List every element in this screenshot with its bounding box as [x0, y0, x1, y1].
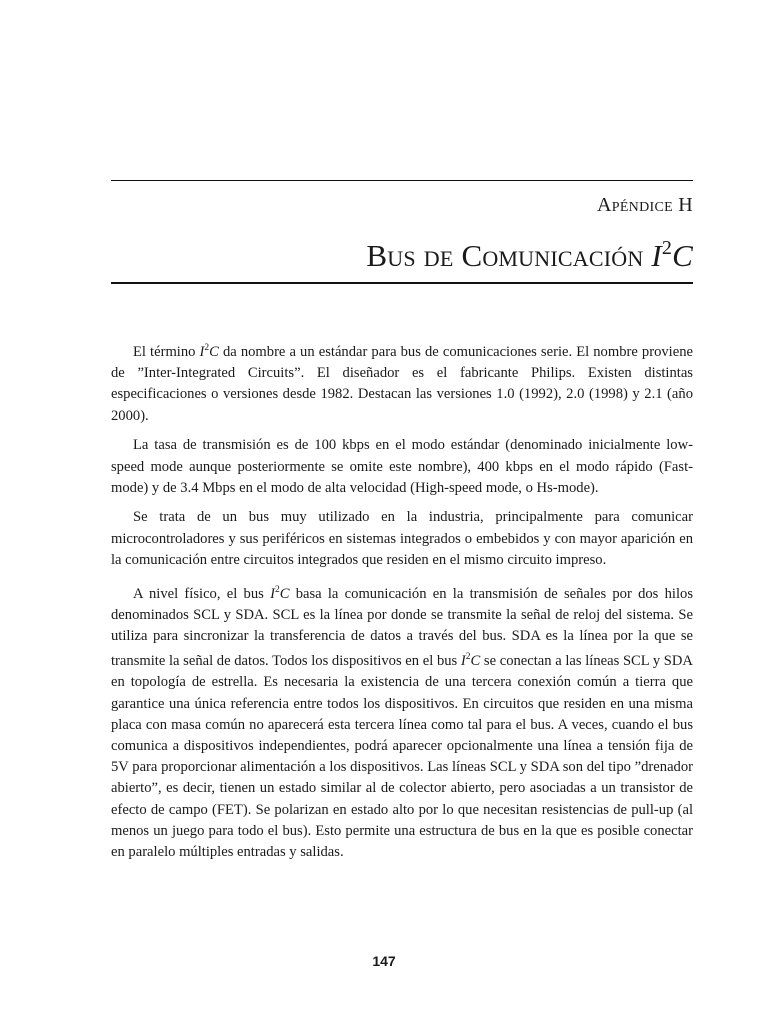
chapter-title	[366, 237, 693, 274]
top-rule	[111, 180, 693, 181]
i2c-math: $I^2C$	[460, 652, 481, 670]
i2c-math: $I^2C$	[270, 584, 290, 602]
paragraph-1: El término $I^2C$ da nombre a un estándar para bus de comunicaciones serie. El nombre proviene de ”Inter-Integrated Circuits”. El diseñador es el fabricante Philips. Existen distintas especificaciones o versiones desde 1982. Destacan las versiones 1.0 (1992), 2.0 (1998) y 2.1 (año 2000).	[111, 343, 693, 424]
chapter-title-math: $I^2C$	[651, 237, 693, 273]
title-rule	[111, 282, 693, 284]
paragraph-2: La tasa de transmisión es de 100 kbps en el modo estándar (denominado inicialmente low-speed mode aunque posteriormente se omite este nombre), 400 kbps en el modo rápido (Fast-mode) y de 3.4 Mbps en el modo de alta velocidad (High-speed mode, o Hs-mode).	[111, 437, 693, 496]
i2c-math: $I^2C$	[199, 343, 219, 360]
paragraph-4: A nivel físico, el bus $I^2C$ basa la comunicación en la transmisión de señales por dos hilos denominados SCL y SDA. SCL es la línea por donde se transmite la señal de reloj del sistema. Se utiliza para sincronizar la transferencia de datos a través del bus. SDA es la línea por la que se transmite la señal de datos. Todos los dispositivos en el bus $I^2C$ se conectan a las líneas SCL y SDA en topología de estrella. Es necesaria la existencia de una tercera conexión común a tierra que garantice una única referencia entre todos los dispositivos. En circuitos que residen en una misma placa con masa común no aparecerá esta tercera línea como tal para el bus. A veces, cuando el bus comunica a dispositivos independientes, podrá aparecer opcionalmente una línea a tensión fija de 5V para proporcionar alimentación a los dispositivos. Las líneas SCL y SDA son del tipo ”drenador abierto”, es decir, tienen un estado similar al de colector abierto, pero asociadas a un transistor de efecto de campo (FET). Se polarizan en estado alto por lo que necesitan resistencias de pull-up (al menos un juego para todo el bus). Esto permite una estructura de bus en la que es posible conectar en paralelo múltiples entradas y salidas.	[111, 584, 693, 860]
chapter-title-text: Bus de Comunicación	[366, 238, 644, 273]
appendix-label: Apéndice H	[597, 194, 693, 216]
page-number: 147	[372, 953, 396, 969]
body-text	[111, 338, 693, 872]
paragraph-3: Se trata de un bus muy utilizado en la industria, principalmente para comunicar microcontroladores y sus periféricos en sistemas integrados o embebidos y con mayor aparición en la comunicación entre circuitos integrados que residen en el mismo circuito impreso.	[111, 509, 693, 568]
